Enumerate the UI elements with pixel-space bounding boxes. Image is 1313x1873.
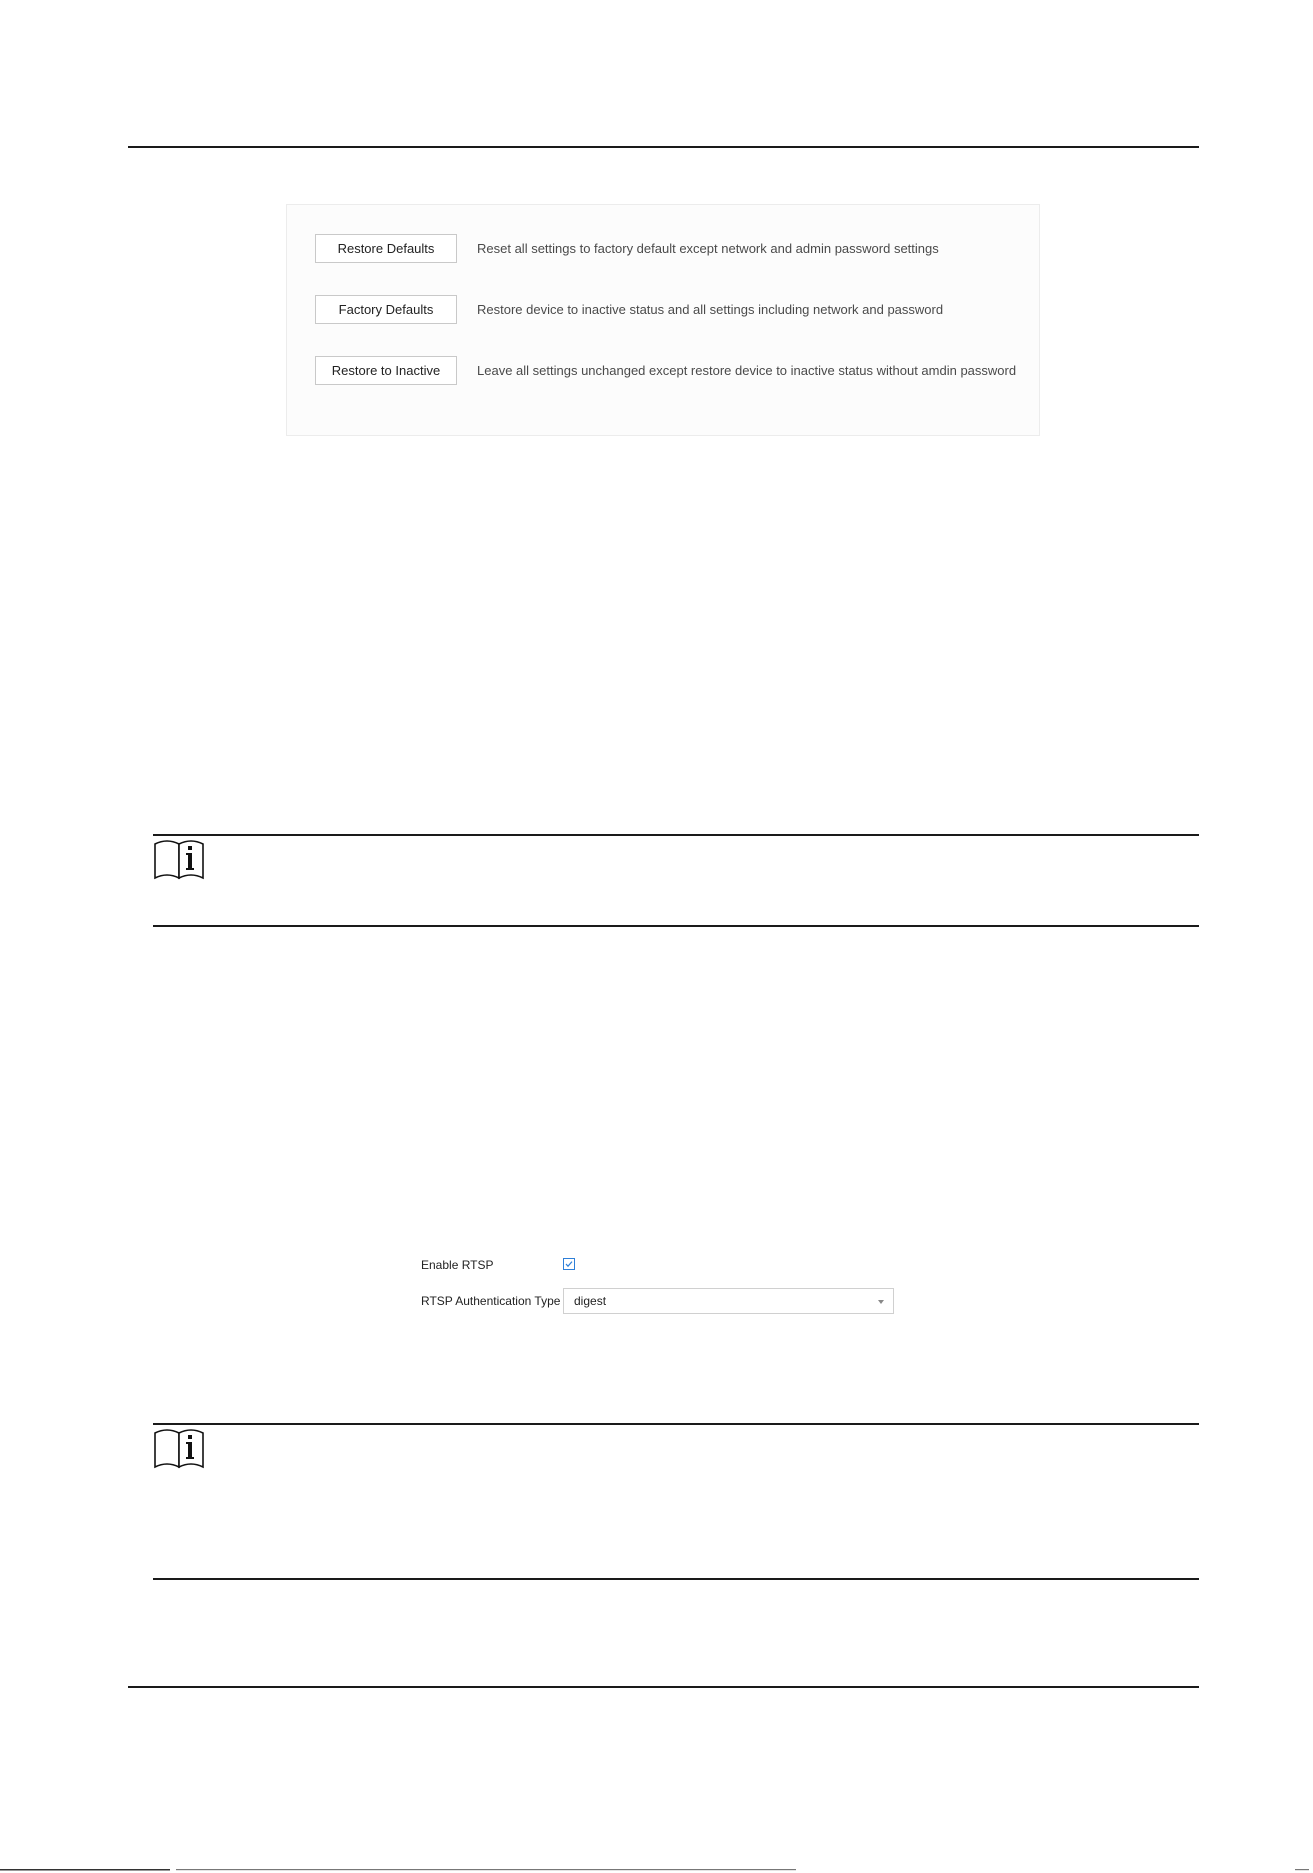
book-info-icon [153, 838, 207, 880]
enable-rtsp-checkbox[interactable] [563, 1258, 575, 1270]
note-top-rule [153, 834, 1199, 836]
restore-defaults-row [315, 233, 939, 263]
note-bottom-rule [153, 925, 1199, 927]
restore-defaults-description: Reset all settings to factory default except network and admin password settings [477, 240, 939, 256]
restore-defaults-button[interactable]: Restore Defaults [315, 234, 457, 263]
factory-defaults-row [315, 294, 943, 324]
rtsp-auth-type-select[interactable] [563, 1288, 894, 1314]
note2-bottom-rule [153, 1578, 1199, 1580]
rtsp-auth-type-value: digest [574, 1294, 607, 1308]
restore-to-inactive-row [315, 355, 1016, 385]
chevron-down-icon [878, 1300, 884, 1304]
factory-defaults-button[interactable]: Factory Defaults [315, 295, 457, 324]
enable-rtsp-label: Enable RTSP [421, 1258, 494, 1272]
restore-to-inactive-description: Leave all settings unchanged except restore device to inactive status without amdin password [477, 362, 1017, 378]
check-icon [564, 1259, 574, 1269]
note2-top-rule [153, 1423, 1199, 1425]
header-rule [128, 146, 1199, 148]
factory-defaults-description: Restore device to inactive status and all settings including network and password [477, 301, 944, 317]
rtsp-auth-type-label: RTSP Authentication Type [421, 1294, 561, 1308]
footer-rule [128, 1686, 1199, 1688]
cropped-footer-strip [0, 1868, 1313, 1873]
restore-options-panel [286, 204, 1040, 436]
restore-to-inactive-button[interactable]: Restore to Inactive [315, 356, 457, 385]
book-info-icon [153, 1427, 207, 1469]
